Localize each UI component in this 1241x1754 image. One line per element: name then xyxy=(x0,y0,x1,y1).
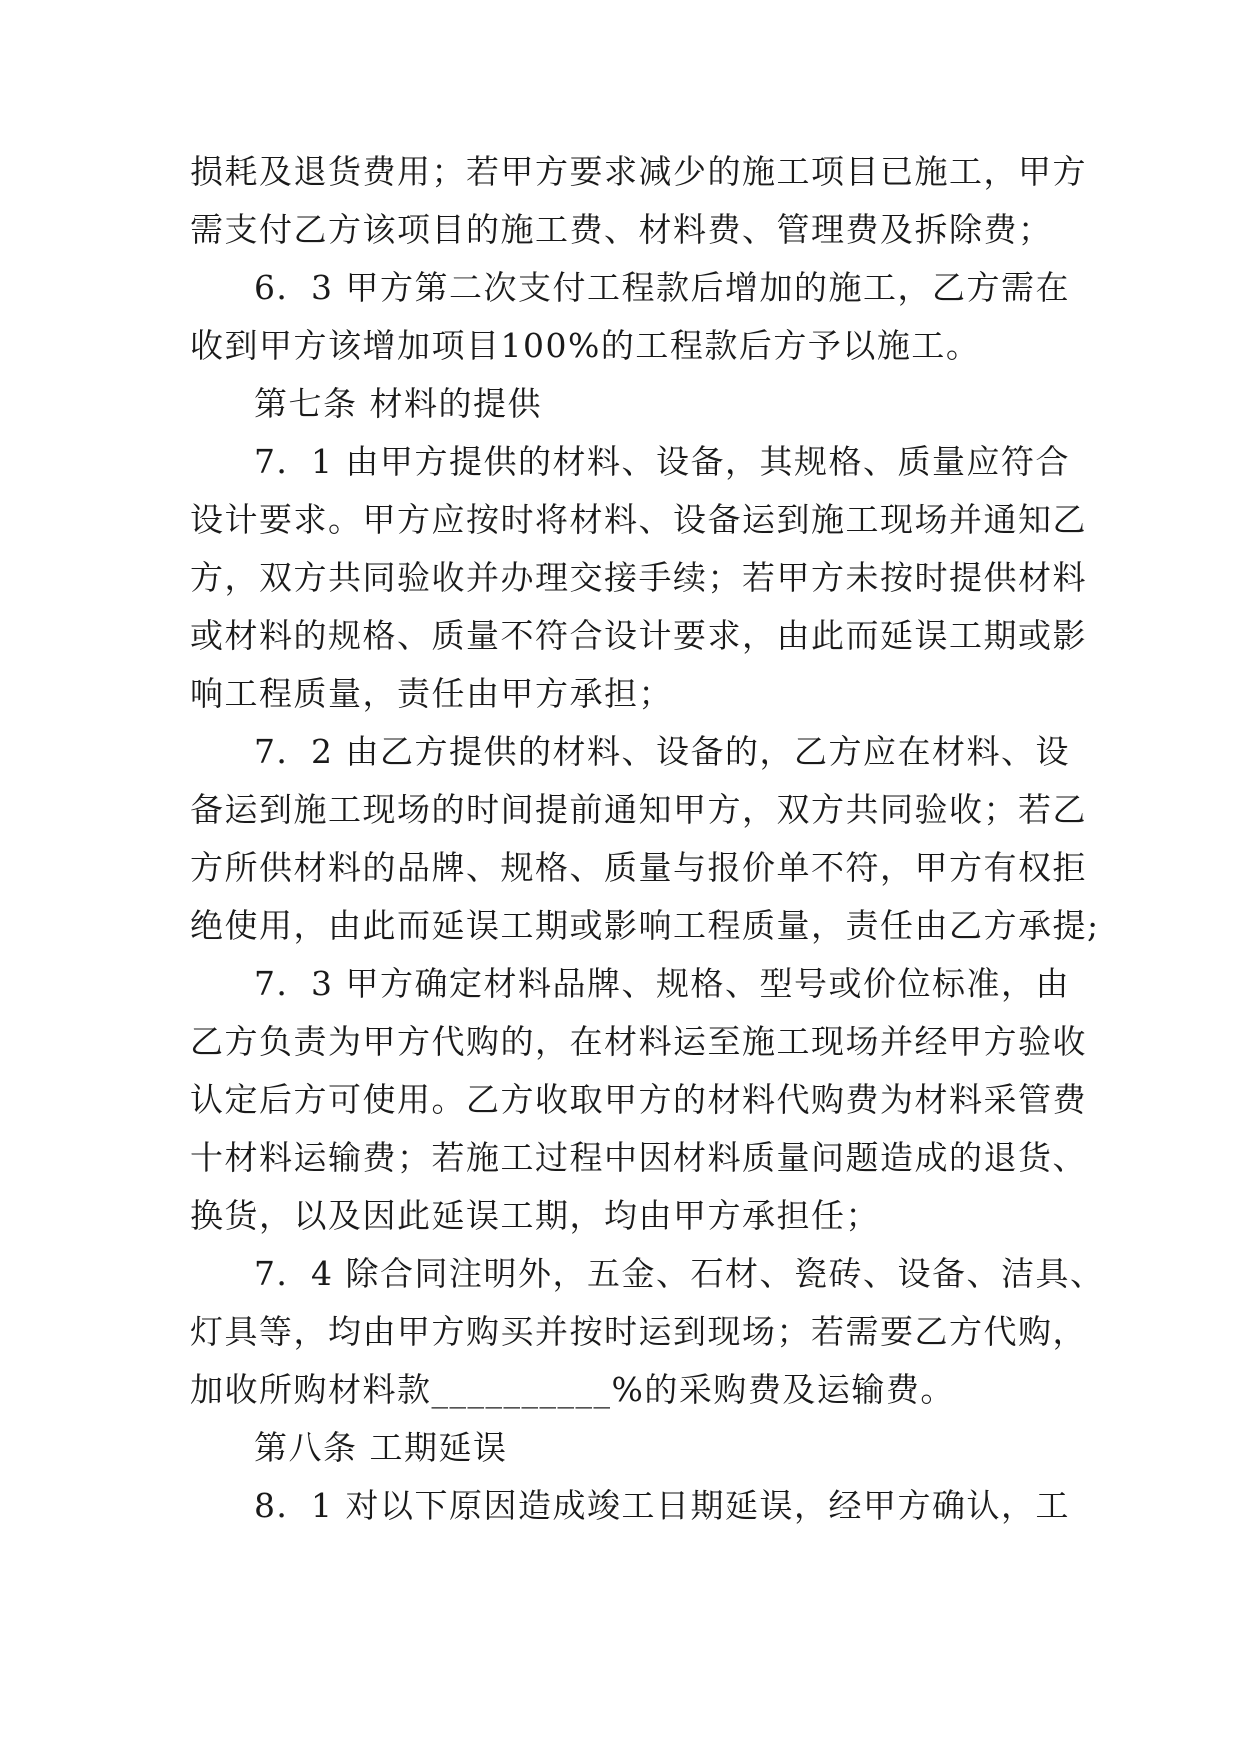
section-heading: 第八条 工期延误 xyxy=(254,1428,508,1467)
text-line: 十材料运输费；若施工过程中因材料质量问题造成的退货、 xyxy=(190,1138,1087,1177)
text-line: 7．3 甲方确定材料品牌、规格、型号或价位标准，由 xyxy=(254,964,1070,1003)
text-line: 乙方负责为甲方代购的，在材料运至施工现场并经甲方验收 xyxy=(190,1022,1087,1061)
text-line: 方，双方共同验收并办理交接手续；若甲方未按时提供材料 xyxy=(190,558,1087,597)
text-line: 设计要求。甲方应按时将材料、设备运到施工现场并通知乙 xyxy=(190,500,1087,539)
text-line: 7．1 由甲方提供的材料、设备，其规格、质量应符合 xyxy=(254,442,1070,481)
text-line: 换货，以及因此延误工期，均由甲方承担任； xyxy=(190,1196,880,1235)
text-line: 8．1 对以下原因造成竣工日期延误，经甲方确认，工 xyxy=(254,1486,1070,1525)
text-line: 7．4 除合同注明外，五金、石材、瓷砖、设备、洁具、 xyxy=(254,1254,1105,1293)
section-heading: 第七条 材料的提供 xyxy=(254,384,542,423)
text-line: 备运到施工现场的时间提前通知甲方，双方共同验收；若乙 xyxy=(190,790,1087,829)
text-line: 响工程质量，责任由甲方承担； xyxy=(190,674,673,713)
text-line: 损耗及退货费用；若甲方要求减少的施工项目已施工，甲方 xyxy=(190,152,1087,191)
text-line: 6．3 甲方第二次支付工程款后增加的施工，乙方需在 xyxy=(254,268,1070,307)
text-line: 方所供材料的品牌、规格、质量与报价单不符，甲方有权拒 xyxy=(190,848,1087,887)
text-line: 需支付乙方该项目的施工费、材料费、管理费及拆除费； xyxy=(190,210,1053,249)
text-line: 或材料的规格、质量不符合设计要求，由此而延误工期或影 xyxy=(190,616,1087,655)
text-line: 绝使用，由此而延误工期或影响工程质量，责任由乙方承提; xyxy=(190,906,1100,945)
text-line: 灯具等，均由甲方购买并按时运到现场；若需要乙方代购， xyxy=(190,1312,1087,1351)
text-line: 认定后方可使用。乙方收取甲方的材料代购费为材料采管费 xyxy=(190,1080,1087,1119)
text-line: 加收所购材料款__________%的采购费及运输费。 xyxy=(190,1370,955,1409)
text-line: 收到甲方该增加项目100%的工程款后方予以施工。 xyxy=(190,326,981,365)
text-line: 7．2 由乙方提供的材料、设备的，乙方应在材料、设 xyxy=(254,732,1070,771)
